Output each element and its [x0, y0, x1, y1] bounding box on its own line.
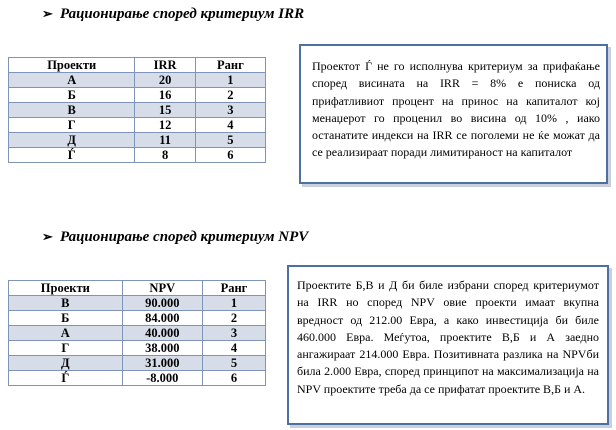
rank-cell: 2 [202, 311, 265, 326]
irr-cell: 12 [135, 118, 195, 133]
project-cell: Д [9, 133, 135, 148]
project-cell: Д [9, 356, 123, 371]
irr-cell: 8 [135, 148, 195, 163]
irr-cell: 16 [135, 88, 195, 103]
npv-cell: 90.000 [122, 296, 202, 311]
project-cell: Б [9, 311, 123, 326]
irr-table [8, 57, 266, 163]
irr-cell: 20 [135, 73, 195, 88]
table-row [9, 118, 266, 133]
npv-cell: -8.000 [122, 371, 202, 386]
arrow-bullet-icon: ➢ [42, 229, 53, 244]
table-row [9, 371, 266, 386]
table-row [9, 148, 266, 163]
column-header-npv: NPV [122, 281, 202, 296]
table-row [9, 296, 266, 311]
project-cell: Ѓ [9, 148, 135, 163]
rank-cell: 6 [202, 371, 265, 386]
npv-table [8, 280, 266, 386]
table-header-row [9, 58, 266, 73]
npv-section-heading [42, 229, 308, 246]
table-row [9, 88, 266, 103]
project-cell: Ѓ [9, 371, 123, 386]
column-header-rank: Ранг [202, 281, 265, 296]
table-row [9, 356, 266, 371]
npv-cell: 31.000 [122, 356, 202, 371]
rank-cell: 3 [202, 326, 265, 341]
arrow-bullet-icon: ➢ [42, 6, 53, 21]
project-cell: Б [9, 88, 135, 103]
column-header-projects: Проекти [9, 281, 123, 296]
project-cell: В [9, 103, 135, 118]
project-cell: Г [9, 341, 123, 356]
rank-cell: 5 [195, 133, 265, 148]
table-row [9, 133, 266, 148]
column-header-rank: Ранг [195, 58, 265, 73]
table-row [9, 341, 266, 356]
irr-cell: 11 [135, 133, 195, 148]
npv-cell: 38.000 [122, 341, 202, 356]
table-row [9, 326, 266, 341]
table-header-row [9, 281, 266, 296]
irr-cell: 15 [135, 103, 195, 118]
table-row [9, 103, 266, 118]
column-header-irr: IRR [135, 58, 195, 73]
table-row [9, 311, 266, 326]
npv-cell: 40.000 [122, 326, 202, 341]
project-cell: А [9, 73, 135, 88]
irr-explanation-text: Проектот Ѓ не го исполнува критериум за прифаќање според висината на IRR = 8% е пониска од прифатливиот процент на принос на капиталот кој менаџерот го проценил во висина од 10% , иако останатите индекси на IRR се поголеми не ќе можат да се реализираат поради лимитираност на капиталот [312, 59, 600, 160]
rank-cell: 4 [202, 341, 265, 356]
table-row [9, 73, 266, 88]
rank-cell: 6 [195, 148, 265, 163]
npv-explanation-text: Проектите Б,В и Д би биле избрани според критериумот на IRR но според NPV овие проекти имаат вкупна вредност од 212.00 Евра, а како инвестиција би биле 460.000 Евра. Меѓутоа, проектите В,Б и А заедно ангажираат 214.000 Евра. Позитивната разлика на NPVби била 2.000 Евра, според принципот на максимализација на NPV проектите треба да се прифатат проектите В,Б и А. [297, 278, 599, 396]
rank-cell: 3 [195, 103, 265, 118]
irr-explanation-box [299, 44, 608, 184]
npv-cell: 84.000 [122, 311, 202, 326]
project-cell: А [9, 326, 123, 341]
project-cell: Г [9, 118, 135, 133]
npv-explanation-box [287, 265, 609, 425]
rank-cell: 2 [195, 88, 265, 103]
irr-heading-text: Рационирање според критериум IRR [60, 6, 305, 22]
rank-cell: 1 [195, 73, 265, 88]
column-header-projects: Проекти [9, 58, 135, 73]
project-cell: В [9, 296, 123, 311]
npv-heading-text: Рационирање според критериум NPV [60, 229, 309, 245]
irr-section-heading [42, 6, 304, 23]
rank-cell: 1 [202, 296, 265, 311]
rank-cell: 5 [202, 356, 265, 371]
rank-cell: 4 [195, 118, 265, 133]
